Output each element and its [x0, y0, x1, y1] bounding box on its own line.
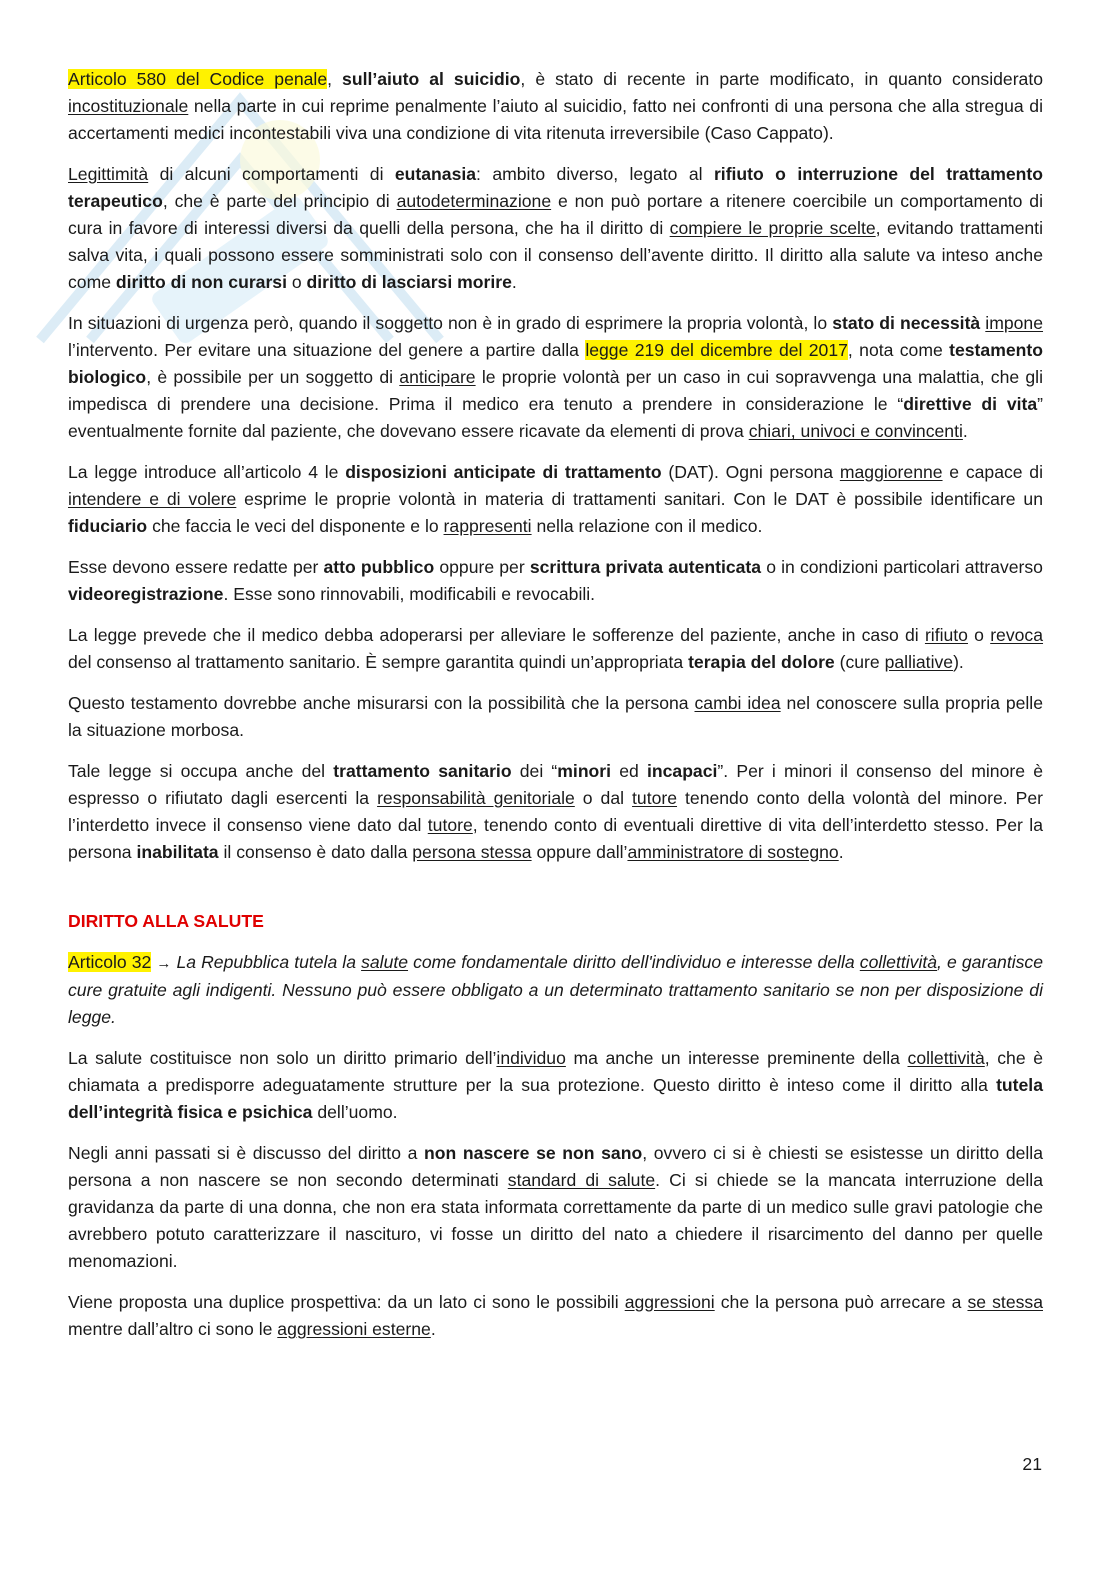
paragraph-eutanasia: Legittimità di alcuni comportamenti di eutanasia: ambito diverso, legato al rifiuto o interruzione del trattamento terapeutico, che è parte del principio di autodeterminazione e non può portare a ritenere coercibile un comportamento di cura in favore di interessi diversi da quelli della persona, che ha il diritto di compiere le proprie scelte, evitando trattamenti salva vita, i quali possono essere somministrati solo con il consenso dell’avente diritto. Il diritto alla salute va inteso anche come diritto di non curarsi o diritto di lasciarsi morire. [68, 164, 1043, 292]
underline-aggressioni-esterne: aggressioni esterne [277, 1319, 431, 1339]
bold-terapia-dolore: terapia del dolore [688, 652, 835, 672]
paragraph-cambi-idea: Questo testamento dovrebbe anche misurarsi con la possibilità che la persona cambi idea nel conoscere sulla propria pelle la situazione morbosa. [68, 693, 1043, 740]
underline-rappresenti: rappresenti [443, 516, 532, 536]
underline-persona-stessa: persona stessa [412, 842, 532, 862]
bold-non-nascere: non nascere se non sano [424, 1143, 643, 1163]
underline-compiere-scelte: compiere le proprie scelte [669, 218, 876, 238]
underline-maggiorenne: maggiorenne [839, 462, 943, 482]
paragraph-aggressioni: Viene proposta una duplice prospettiva: da un lato ci sono le possibili aggressioni che la persona può arrecare a se stessa mentre dall’altro ci sono le aggressioni esterne. [68, 1292, 1043, 1339]
bold-minori: minori [557, 761, 612, 781]
bold-fiduciario: fiduciario [68, 516, 148, 536]
paragraph-minori-incapaci: Tale legge si occupa anche del trattamento sanitario dei “minori ed incapaci”. Per i minori il consenso del minore è espresso o rifiutato dagli esercenti la responsabilità genitoriale o dal tutore tenendo conto della volontà del minore. Per l’interdetto invece il consenso viene dato dal tutore, tenendo conto di eventuali direttive di vita dell’interdetto stesso. Per la persona inabilitata il consenso è dato dalla persona stessa oppure dall’amministratore di sostegno. [68, 761, 1044, 862]
arrow-right-icon: → [156, 955, 172, 972]
document-page [68, 66, 1043, 1357]
underline-se-stessa: se stessa [967, 1292, 1043, 1312]
paragraph-terapia-dolore: La legge prevede che il medico debba adoperarsi per alleviare le sofferenze del paziente, anche in caso di rifiuto o revoca del consenso al trattamento sanitario. È sempre garantita quindi un’appropriata terapia del dolore (cure palliative). [68, 625, 1044, 672]
bold-rifiuto-trattamento: rifiuto o interruzione del trattamento terapeutico [68, 164, 1043, 211]
paragraph-dat: La legge introduce all’articolo 4 le disposizioni anticipate di trattamento (DAT). Ogni persona maggiorenne e capace di intendere e di volere esprime le proprie volontà in materia di trattamenti sanitari. Con le DAT è possibile identificare un fiduciario che faccia le veci del disponente e lo rappresenti nella relazione con il medico. [68, 462, 1043, 536]
underline-individuo: individuo [496, 1048, 566, 1068]
underline-rifiuto: rifiuto [924, 625, 968, 645]
paragraph-articolo-32 [68, 949, 1043, 1031]
underline-intendere-volere: intendere e di volere [68, 489, 237, 509]
underline-cambi-idea: cambi idea [694, 693, 781, 713]
underline-amministratore-sostegno: amministratore di sostegno [627, 842, 839, 862]
paragraph-salute-diritto: La salute costituisce non solo un diritto primario dell’individuo ma anche un interesse preminente della collettività, che è chiamata a predisporre adeguatamente strutture per la sua protezione. Questo diritto è inteso come il diritto alla tutela dell’integrità fisica e psichica dell’uomo. [68, 1048, 1043, 1122]
quote-costituzione: La Repubblica tutela la salute come fondamentale diritto dell'individuo e interesse della collettività, e garantisce cure gratuite agli indigenti. Nessuno può essere obbligato a un determinato trattamento sanitario se non per disposizione di legge. [68, 952, 1044, 1027]
underline-tutore: tutore [632, 788, 678, 808]
underline-collettivita: collettività [859, 952, 938, 972]
highlight-legge-219: legge 219 del dicembre del 2017 [585, 340, 848, 360]
underline-legittimita: Legittimità [68, 164, 149, 184]
bold-eutanasia: eutanasia [394, 164, 477, 184]
underline-chiari-univoci: chiari, univoci e convincenti [748, 421, 963, 441]
bold-testamento-biologico: testamento biologico [68, 340, 1043, 387]
underline-collettivita-2: collettività [907, 1048, 985, 1068]
paragraph-redazione: Esse devono essere redatte per atto pubblico oppure per scrittura privata autenticata o in condizioni particolari attraverso videoregistrazione. Esse sono rinnovabili, modificabili e revocabili. [68, 557, 1043, 604]
underline-tutore-interdetto: tutore [427, 815, 473, 835]
underline-incostituzionale: incostituzionale [68, 96, 189, 116]
bold-integrita: tutela dell’integrità fisica e psichica [68, 1075, 1043, 1122]
paragraph-articolo-580: Articolo 580 del Codice penale, sull’aiuto al suicidio, è stato di recente in parte modificato, in quanto considerato incostituzionale nella parte in cui reprime penalmente l’aiuto al suicidio, fatto nei confronti di una persona che alla stregua di accertamenti medici incontestabili viva una condizione di vita ritenuta irreversibile (Caso Cappato). [68, 69, 1044, 143]
bold-trattamento-sanitario: trattamento sanitario [333, 761, 512, 781]
highlight-articolo-32: Articolo 32 [68, 952, 152, 972]
underline-palliative: palliative [884, 652, 954, 672]
bold-disposizioni-anticipate: disposizioni anticipate di trattamento [345, 462, 662, 482]
underline-salute: salute [361, 952, 409, 972]
underline-anticipare: anticipare [399, 367, 476, 387]
bold-lasciarsi-morire: diritto di lasciarsi morire [306, 272, 512, 292]
page-number: 21 [1022, 1454, 1042, 1474]
bold-incapaci: incapaci [646, 761, 718, 781]
highlight-articolo-580: Articolo 580 del Codice penale [68, 69, 328, 89]
bold-non-curarsi: diritto di non curarsi [115, 272, 287, 292]
bold-direttive-vita: direttive di vita [903, 394, 1038, 414]
bold-atto-pubblico: atto pubblico [323, 557, 435, 577]
underline-responsabilita-genitoriale: responsabilità genitoriale [377, 788, 575, 808]
underline-impone: impone [985, 313, 1044, 333]
bold-videoregistrazione: videoregistrazione [68, 584, 224, 604]
bold-stato-necessita: stato di necessità [832, 313, 981, 333]
bold-scrittura-privata: scrittura privata autenticata [529, 557, 762, 577]
underline-revoca: revoca [990, 625, 1044, 645]
paragraph-urgenza: In situazioni di urgenza però, quando il soggetto non è in grado di esprimere la propria volontà, lo stato di necessità impone l’intervento. Per evitare una situazione del genere a partire dalla legge 219 del dicembre del 2017, nota come testamento biologico, è possibile per un soggetto di anticipare le proprie volontà per un caso in cui sopravvenga una malattia, che gli impedisca di prendere una decisione. Prima il medico era tenuto a prendere in considerazione le “direttive di vita” eventualmente fornite dal paziente, che dovevano essere ricavate da elementi di prova chiari, univoci e convincenti. [68, 313, 1044, 441]
bold-inabilitata: inabilitata [136, 842, 219, 862]
underline-aggressioni: aggressioni [624, 1292, 715, 1312]
bold-aiuto-suicidio: sull’aiuto al suicidio [342, 69, 521, 89]
paragraph-non-nascere: Negli anni passati si è discusso del diritto a non nascere se non sano, ovvero ci si è chiesti se esistesse un diritto della persona a non nascere se non secondo determinati standard di salute. Ci si chiede se la mancata interruzione della gravidanza da parte di una donna, che non era stata informata correttamente da parte di un medico sulle gravi patologie che avrebbero potuto caratterizzare il nascituro, vi fosse un diritto del nato a chiedere il risarcimento del danno per quelle menomazioni. [68, 1143, 1044, 1271]
underline-standard-salute: standard di salute [507, 1170, 656, 1190]
underline-autodeterminazione: autodeterminazione [396, 191, 552, 211]
section-heading: DIRITTO ALLA SALUTE [68, 911, 264, 931]
